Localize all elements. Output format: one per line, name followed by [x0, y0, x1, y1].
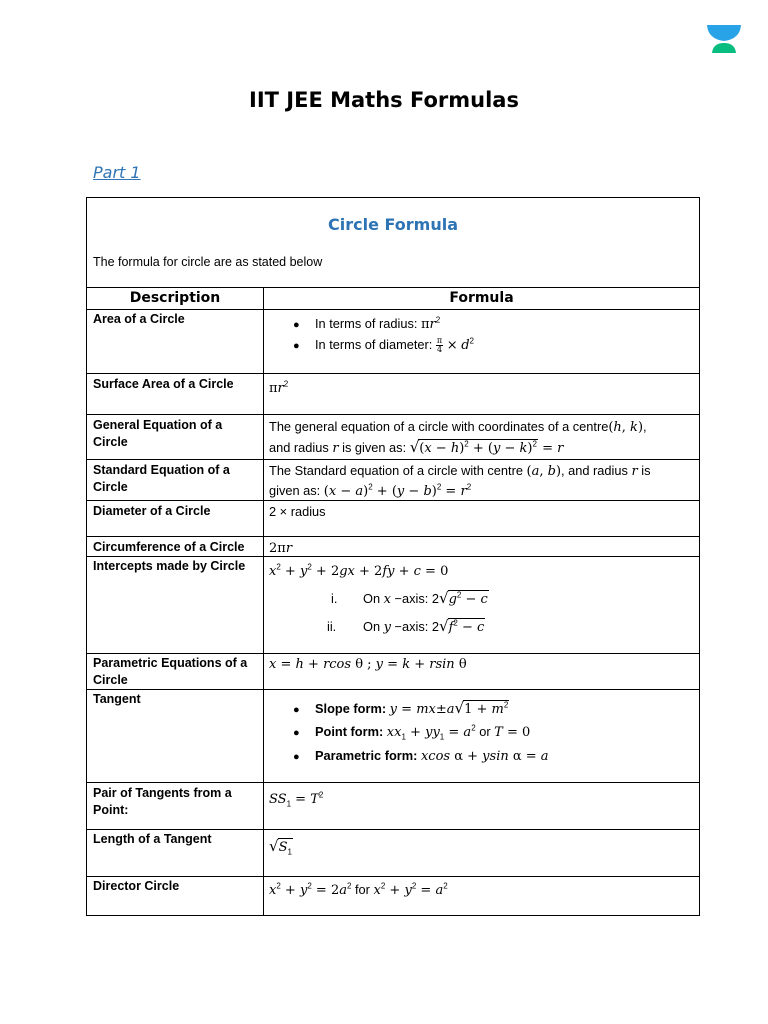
area-diameter-formula: ● In terms of diameter: $\frac{\pi}{4}$ × $d^2$ — [293, 336, 474, 355]
row-label-pair-of-tangents: Pair of Tangents from a Point: — [93, 786, 232, 817]
row-label-tangent: Tangent — [93, 692, 141, 706]
section-title: Circle Formula — [327, 215, 458, 234]
circle-formula-table — [86, 197, 700, 916]
table-rule — [87, 782, 699, 783]
column-header-description: Description — [129, 290, 221, 306]
length-of-tangent-formula: $√S_1$ — [269, 837, 292, 857]
row-label-parametric: Parametric Equations of a Circle — [93, 656, 248, 687]
standard-equation-line2: given as: $(x - a)^2 + (y - b)^2 = r^2$ — [269, 482, 472, 499]
table-rule — [87, 829, 699, 830]
table-rule — [87, 500, 699, 501]
row-label-circumference: Circumference of a Circle — [93, 540, 245, 554]
row-label-diameter: Diameter of a Circle — [93, 504, 211, 518]
table-rule — [87, 536, 699, 537]
intercepts-equation: $x^2 + y^2 + 2gx + 2fy + c = 0$ — [269, 562, 449, 579]
area-radius-formula: ● In terms of radius: $\pi r^2$ — [293, 315, 441, 332]
intercept-y-axis: ii. On y −axis: $2√f^2 - c$ — [327, 617, 485, 635]
surface-area-formula: $\pi r^2$ — [269, 379, 289, 396]
table-rule — [87, 287, 699, 288]
row-label-intercepts: Intercepts made by Circle — [93, 559, 246, 573]
table-rule — [87, 556, 699, 557]
general-equation-line2: and radius r is given as: $√(x - h)^2 + (y - k)^2 = r$ — [269, 438, 564, 456]
document-title: IIT JEE Maths Formulas — [249, 88, 519, 112]
row-label-area: Area of a Circle — [93, 312, 185, 326]
section-description: The formula for circle are as stated below — [93, 255, 323, 269]
tangent-parametric-form: ● Parametric form: xcos α + ysin α = a — [293, 748, 549, 764]
table-rule — [87, 459, 699, 460]
brand-logo-icon — [706, 22, 742, 54]
table-rule — [87, 653, 699, 654]
row-label-length-of-tangent: Length of a Tangent — [93, 832, 212, 846]
pair-of-tangents-formula: $SS_1 = T^2$ — [269, 790, 324, 809]
circumference-formula: 2πr — [269, 541, 293, 556]
intercept-x-axis: i. On x −axis: $2√g^2 - c$ — [331, 589, 488, 607]
part-1-link[interactable]: Part 1 — [93, 163, 141, 182]
table-rule — [87, 309, 699, 310]
table-rule — [87, 689, 699, 690]
parametric-formula: x = h + rcos θ ; y = k + rsin θ — [269, 657, 467, 672]
table-rule — [87, 414, 699, 415]
general-equation-line1: The general equation of a circle with coordinates of a centre(h, k), — [269, 419, 647, 435]
column-divider — [263, 287, 264, 915]
column-header-formula: Formula — [449, 290, 514, 306]
row-label-general-equation: General Equation of a Circle — [93, 418, 223, 449]
standard-equation-line1: The Standard equation of a circle with centre (a, b), and radius r is — [269, 463, 651, 479]
director-circle-formula: $x^2 + y^2 = 2a^2$ for $x^2 + y^2 = a^2$ — [269, 881, 448, 898]
row-label-standard-equation: Standard Equation of a Circle — [93, 463, 230, 494]
row-label-surface-area: Surface Area of a Circle — [93, 377, 234, 391]
row-label-director-circle: Director Circle — [93, 879, 180, 893]
tangent-point-form: ● Point form: $xx_1 + yy_1 = a^2$ or T = 0 — [293, 723, 531, 742]
tangent-slope-form: ● Slope form: $y = mx\pm a√1 + m^2$ — [293, 699, 509, 717]
diameter-formula: 2 × radius — [269, 504, 326, 519]
table-rule — [87, 876, 699, 877]
table-rule — [87, 373, 699, 374]
